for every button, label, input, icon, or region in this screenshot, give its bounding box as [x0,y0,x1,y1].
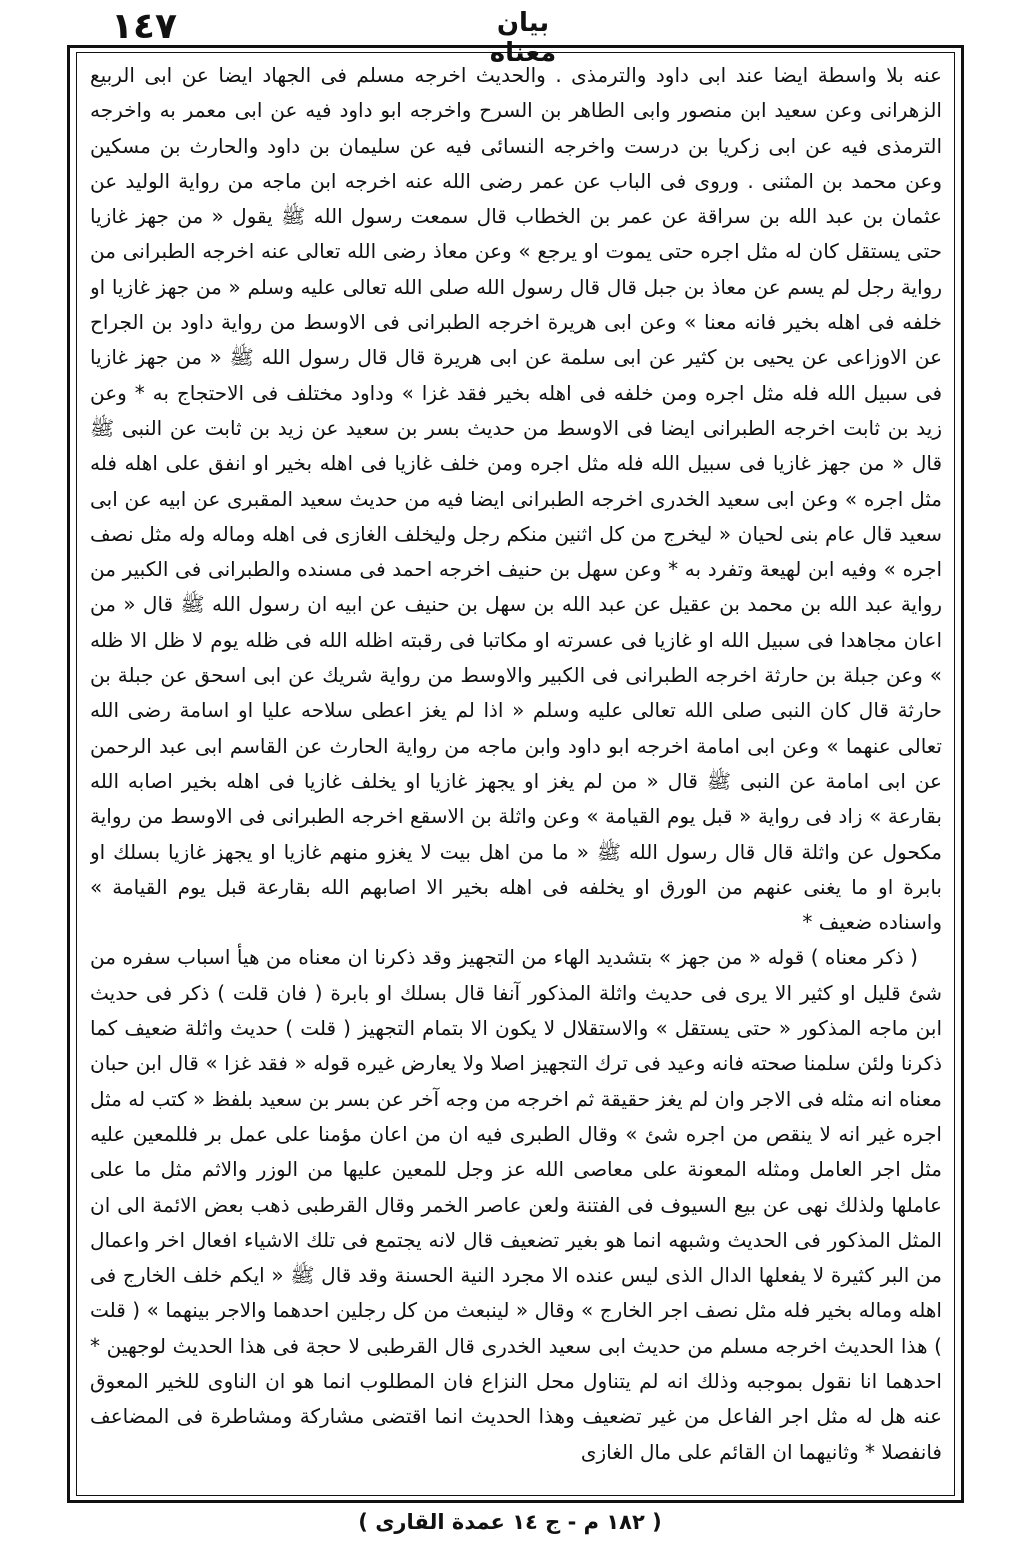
page-number: ١٤٧ [111,6,177,47]
meaning-commentary-paragraph: ( ذكر معناه ) قوله « من جهز » بتشديد الهاء من التجهيز وقد ذكرنا ان معناه من هيأ اسباب سفره من شئ قليل او كثير الا يرى فى حديث واثلة المذكور آنفا قال بسلك او بابرة ( فان قلت ) ذكر فى حديث ابن ماجه المذكور « حتى يستقل » والاستقلال لا يكون الا بتمام التجهيز ( قلت ) حديث واثلة ضعيف كما ذكرنا ولئن سلمنا صحته فانه وعيد فى ترك التجهيز اصلا ولا يعارض غيره قوله « فقد غزا » قال ابن حبان معناه انه مثله فى الاجر وان لم يغز حقيقة ثم اخرجه من وجه آخر عن بسر بن سعيد بلفظ « كتب له مثل اجره غير انه لا ينقص من اجره شئ » وقال الطبرى فيه ان من اعان مؤمنا على عمل بر فللمعين عليه مثل اجر العامل ومثله المعونة على معاصى الله عز وجل للمعين عليها من الوزر والاثم مثل ما على عاملها ولذلك نهى عن بيع السيوف فى الفتنة ولعن عاصر الخمر وقال القرطبى ذهب بعض الائمة الى ان المثل المذكور فى الحديث وشبهه انما هو بغير تضعيف قال لانه يجتمع فى تلك الاشياء افعال اخر واعمال من البر كثيرة لا يفعلها الدال الذى ليس عنده الا مجرد النية الحسنة وقد قال ﷺ « ايكم خلف الخارج فى اهله وماله بخير فله مثل نصف اجر الخارج » وقال « لينبعث من كل رجلين احدهما والاجر بينهما » ( قلت ) هذا الحديث اخرجه مسلم من حديث ابى سعيد الخدرى قال القرطبى لا حجة فى هذا الحديث لوجهين * احدهما انا نقول بموجبه وذلك انه لم يتناول محل النزاع فان المطلوب انما هو ان الناوى للخير المعوق عنه هل له مثل اجر الفاعل من غير تضعيف وهذا الحديث انما اقتضى مشاركة ومشاطرة فى المضاعف فانفصلا * وثانيهما ان القائم على مال الغازى [90,945,942,1464]
printer-signature: ( ١٨٢ م - ج ١٤ عمدة القارى ) [358,1510,662,1534]
main-text-block [90,58,942,1488]
page-header [0,0,1027,68]
page-footer [0,1510,1027,1550]
hadith-references-paragraph: عنه بلا واسطة ايضا عند ابى داود والترمذى . والحديث اخرجه مسلم فى الجهاد ايضا عن ابى الربيع الزهرانى وعن سعيد ابن منصور وابى الطاهر بن السرح واخرجه ابو داود فيه عن ابى معمر به واخرجه الترمذى فيه عن ابى زكريا بن درست واخرجه النسائى فيه عن سليمان بن داود والحارث بن مسكين وعن محمد بن المثنى . وروى فى الباب عن عمر رضى الله عنه اخرجه ابن ماجه من رواية الوليد عن عثمان بن عبد الله بن سراقة عن عمر بن الخطاب قال سمعت رسول الله ﷺ يقول « من جهز غازيا حتى يستقل كان له مثل اجره حتى يموت او يرجع » وعن معاذ رضى الله تعالى عنه اخرجه الطبرانى من رواية رجل لم يسم عن معاذ بن جبل قال قال رسول الله صلى الله تعالى عليه وسلم « من جهز غازيا او خلفه فى اهله بخير فانه معنا » وعن ابى هريرة اخرجه الطبرانى فى الاوسط من رواية داود بن الجراح عن الاوزاعى عن يحيى بن كثير عن ابى سلمة عن ابى هريرة قال قال رسول الله ﷺ « من جهز غازيا فى سبيل الله فله مثل اجره ومن خلفه فى اهله بخير فقد غزا » وداود مختلف فى الاحتجاج به * وعن زيد بن ثابت اخرجه الطبرانى ايضا فى الاوسط من حديث بسر بن سعيد عن زيد بن ثابت عن النبى ﷺ قال « من جهز غازيا فى سبيل الله فله مثل اجره ومن خلف غازيا فى اهله بخير او انفق على اهله فله مثل اجره » وعن ابى سعيد الخدرى اخرجه الطبرانى ايضا فيه من حديث سعيد المقبرى عن ابيه عن ابى سعيد قال عام بنى لحيان « ليخرج من كل اثنين منكم رجل وليخلف الغازى فى اهله وماله وله مثل نصف اجره » وفيه ابن لهيعة وتفرد به * وعن سهل بن حنيف اخرجه احمد فى مسنده والطبرانى فى الكبير من رواية عبد الله بن محمد بن عقيل عن عبد الله بن سهل بن حنيف عن ابيه ان رسول الله ﷺ قال « من اعان مجاهدا فى سبيل الله او غازيا فى عسرته او مكاتبا فى رقبته اظله الله فى ظله يوم لا ظل الا ظله » وعن جبلة بن حارثة اخرجه الطبرانى فى الكبير والاوسط من رواية شريك عن ابى اسحق عن جبلة بن حارثة قال كان النبى صلى الله تعالى عليه وسلم « اذا لم يغز اعطى سلاحه عليا او اسامة رضى الله تعالى عنهما » وعن ابى امامة اخرجه ابو داود وابن ماجه من رواية الحارث عن القاسم ابى عبد الرحمن عن ابى امامة عن النبى ﷺ قال « من لم يغز او يجهز غازيا او يخلف غازيا فى اهله بخير اصابه الله بقارعة » زاد فى رواية « قبل يوم القيامة » وعن واثلة بن الاسقع اخرجه الطبرانى فى الاوسط من رواية مكحول عن واثلة قال قال رسول الله ﷺ « ما من اهل بيت لا يغزو منهم غازيا او يجهز غازيا بسلك او بابرة او ما يغنى عنهم من الورق او يخلفه فى اهله بخير الا اصابهم الله بقارعة قبل يوم القيامة » واسناده ضعيف * [90,63,942,935]
running-title: بيان معناه [489,8,557,68]
